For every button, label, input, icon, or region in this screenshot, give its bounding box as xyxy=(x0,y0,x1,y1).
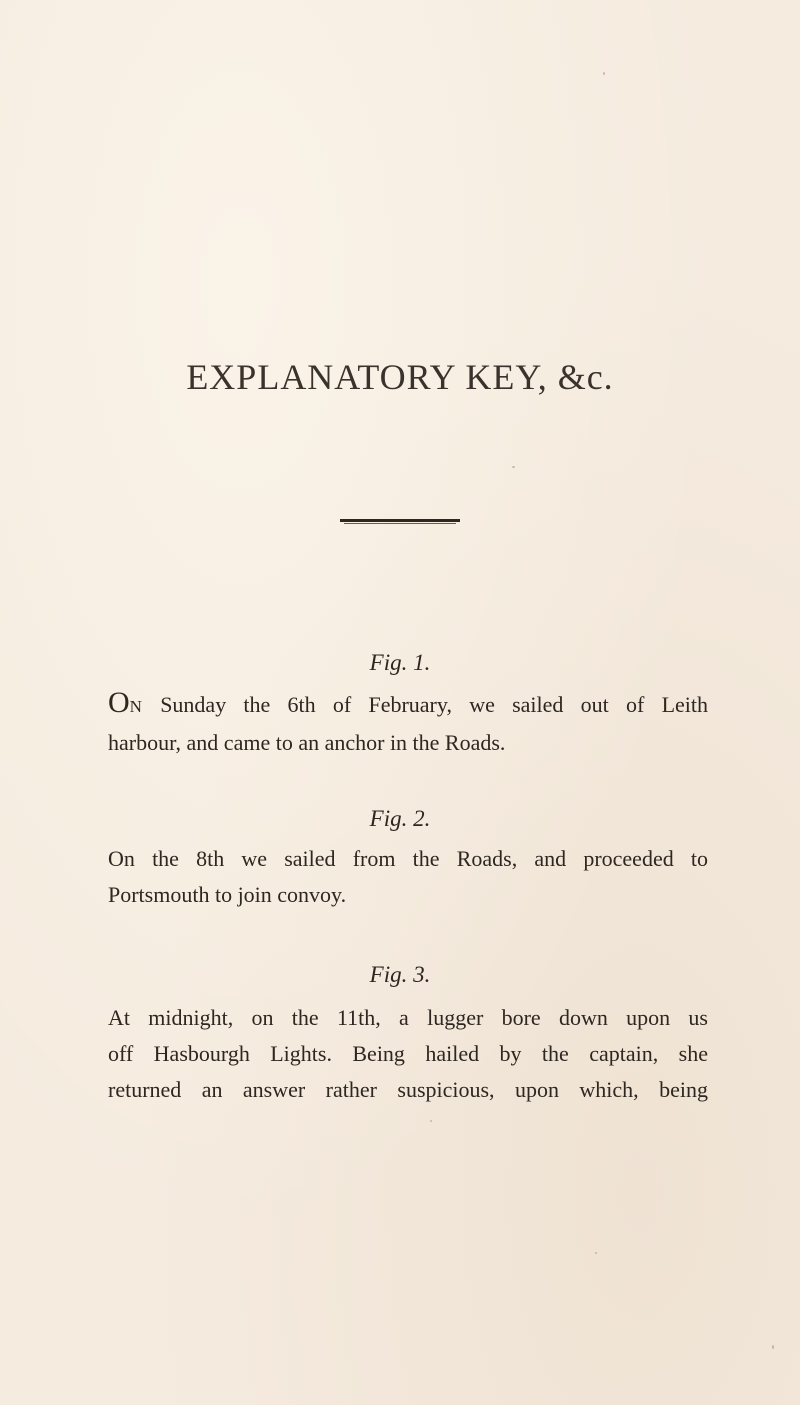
fig-3-line-1: At midnight, on the 11th, a lugger bore down upon us xyxy=(108,1005,708,1030)
fig-1-paragraph xyxy=(108,685,708,761)
paper-speck xyxy=(603,72,605,75)
fig-3-line-2: off Hasbourgh Lights. Being hailed by the captain, she xyxy=(108,1041,708,1066)
fig-1-line-1 xyxy=(108,685,708,725)
fig-3-line-3: returned an answer rather suspicious, upon which, being xyxy=(108,1077,708,1102)
fig-3-label: Fig. 3. xyxy=(369,962,431,987)
paper-speck xyxy=(430,1120,432,1122)
fig-1-line-2: harbour, and came to an anchor in the Roads. xyxy=(108,730,506,755)
fig-2-label: Fig. 2. xyxy=(369,806,431,831)
fig-1-line-1-text: Sunday the 6th of February, we sailed out of Leith xyxy=(142,692,708,717)
paper-speck xyxy=(595,1252,597,1254)
paper-speck xyxy=(512,466,515,468)
fig-2-paragraph xyxy=(108,841,708,913)
drop-cap: O xyxy=(108,686,130,719)
small-caps: N xyxy=(129,697,143,716)
divider-thick-line xyxy=(340,519,460,522)
fig-2-line-1: On the 8th we sailed from the Roads, and proceeded to xyxy=(108,846,708,871)
fig-1-label: Fig. 1. xyxy=(369,650,431,675)
fig-2-line-2: Portsmouth to join convoy. xyxy=(108,882,347,907)
fig-3-paragraph xyxy=(108,1000,708,1108)
title-divider xyxy=(340,519,460,525)
page-title: EXPLANATORY KEY, &c. xyxy=(186,357,614,397)
divider-thin-line xyxy=(344,523,456,524)
paper-speck xyxy=(772,1345,774,1349)
